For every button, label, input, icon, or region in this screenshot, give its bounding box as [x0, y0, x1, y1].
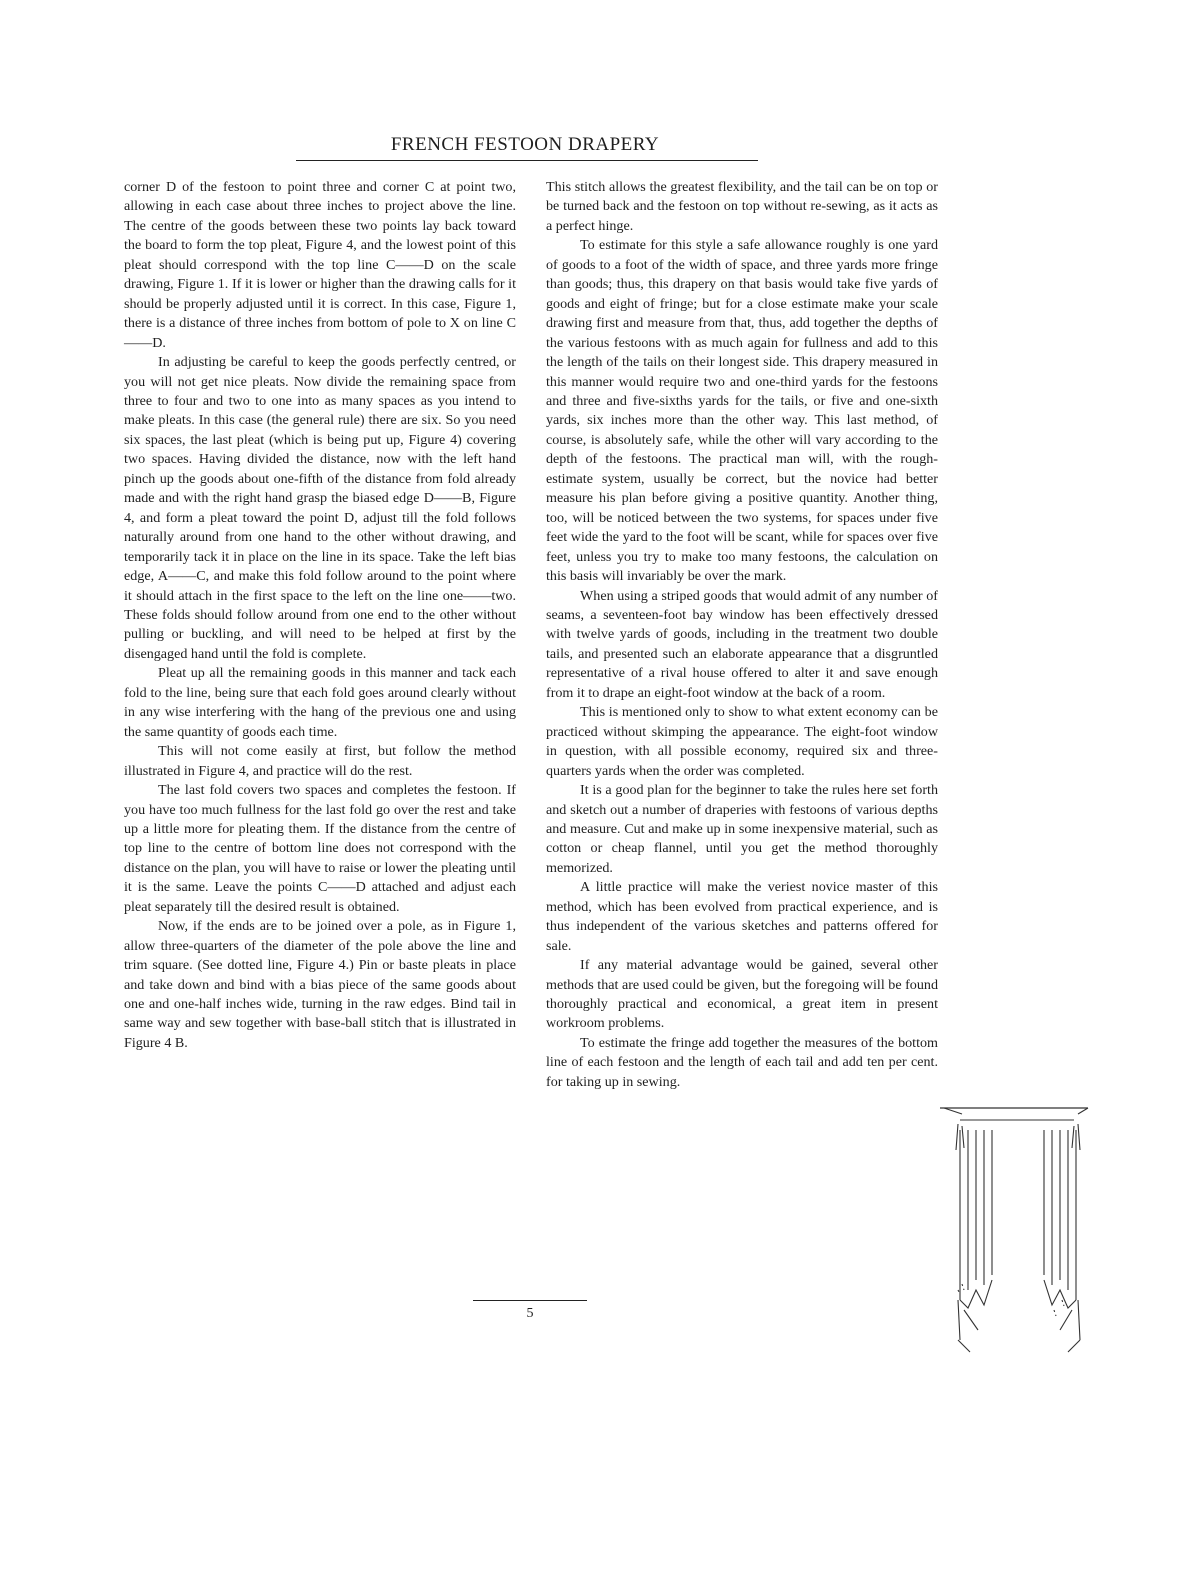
paragraph: It is a good plan for the beginner to take the rules here set forth and sketch out a number of draperies with festoons of various depths and measure. Cut and make up in some inexpensive material, such as cotton or cheap flannel, until you get the method thoroughly memorized. — [546, 782, 938, 876]
paragraph: This stitch allows the greatest flexibility, and the tail can be on top or be turned back and the festoon on top without re-sewing, as it acts as a perfect hinge. — [546, 179, 938, 234]
page-number: 5 — [526, 1306, 534, 1321]
title-rule — [296, 160, 758, 161]
paragraph: This is mentioned only to show to what extent economy can be practiced without skimping the appearance. The eight-foot window in question, with all possible economy, required six and three-quarters yards when the order was completed. — [546, 704, 938, 779]
drapery-sketch-icon — [938, 1090, 1098, 1360]
paragraph: To estimate the fringe add together the measures of the bottom line of each festoon and the length of each tail and add ten per cent. for taking up in sewing. — [546, 1034, 938, 1090]
paragraph: When using a striped goods that would admit of any number of seams, a seventeen-foot bay window has been effectively dressed with twelve yards of goods, including in the treatment two double tails, and presented such an elaborate appearance that a disgruntled representative of a rival house offered to alter it and save enough from it to drape an eight-foot window at the back of a room. — [546, 587, 938, 701]
footer-rule — [473, 1300, 587, 1301]
paragraph: The last fold covers two spaces and completes the festoon. If you have too much fullness for the last fold go over the rest and take up a little more for pleating them. If the distance from the centre of top line to the centre of bottom line does not correspond with the distance on the plan, you will have to raise or lower the pleating until it is the same. Leave the points C——D attached and adjust each pleat separately till the desired result is obtained. — [124, 782, 516, 915]
page-title: FRENCH FESTOON DRAPERY — [390, 134, 660, 155]
paragraph: This will not come easily at first, but follow the method illustrated in Figure 4, and practice will do the rest. — [124, 743, 516, 779]
paragraph: If any material advantage would be gained, several other methods that are used could be given, but the foregoing will be found thoroughly practical and economical, a great item in present workroom problems. — [546, 957, 938, 1032]
paragraph: To estimate for this style a safe allowance roughly is one yard of goods to a foot of the width of space, and three yards more fringe than goods; thus, this drapery on that basis would take five yards of goods and eight of fringe; but for a close estimate make your scale drawing first and measure from that, thus, add together the depths of the various festoons with as much again for fullness and add to this the length of the tails on their longest side. This drapery measured in this manner would require two and one-third yards for the festoons and three and five-sixths yards for the tails, or five and one-sixth yards, six inches more than the other way. This last method, of course, is absolutely safe, while the other will vary according to the depth of the festoons. The practical man will, with the rough-estimate system, usually be correct, but the novice had better measure his plan before giving a positive quantity. Another thing, too, will be noticed between the two systems, for spaces under five feet wide the yard to the foot will be scant, while for spaces over five feet, unless you try to make too many festoons, the calculation on this basis will invariably be over the mark. — [546, 237, 938, 585]
right-column — [546, 178, 938, 1092]
paragraph: Now, if the ends are to be joined over a pole, as in Figure 1, allow three-quarters of the diameter of the pole above the line and trim square. (See dotted line, Figure 4.) Pin or baste pleats in place and take down and bind with a bias piece of the same goods about one and one-half inches wide, turning in the raw edges. Bind tail in same way and sew together with base-ball stitch that is illustrated in Figure 4 B. — [124, 918, 516, 1051]
paragraph: corner D of the festoon to point three and corner C at point two, allowing in each case about three inches to project above the line. The centre of the goods between these two points lay back toward the board to form the top pleat, Figure 4, and the lowest point of this pleat should correspond with the top line C——D on the scale drawing, Figure 1. If it is lower or higher than the drawing calls for it should be properly adjusted until it is correct. In this case, Figure 1, there is a distance of three inches from bottom of pole to X on line C——D. — [124, 179, 516, 351]
paragraph: Pleat up all the remaining goods in this manner and tack each fold to the line, being sure that each fold goes around clearly without in any wise interfering with the hang of the previous one and using the same quantity of goods each time. — [124, 665, 516, 740]
paragraph: In adjusting be careful to keep the goods perfectly centred, or you will not get nice pleats. Now divide the remaining space from three to four and two to one into as many spaces as you intend to make pleats. In this case (the general rule) there are six. So you need six spaces, the last pleat (which is being put up, Figure 4) covering two spaces. Having divided the distance, now with the left hand pinch up the goods about one-fifth of the distance from fold already made and with the right hand grasp the biased edge D——B, Figure 4, and form a pleat toward the point D, adjust till the fold follows naturally around from one hand to the other without drawing, and temporarily tack it in place on the line in its space. Take the left bias edge, A——C, and make this fold follow around to the point where it should attach in the first space to the left on the line one——two. These folds should follow around from one end to the other without pulling or buckling, and will need to be helped at first by the disengaged hand until the fold is complete. — [124, 354, 516, 662]
left-column — [124, 178, 516, 1053]
paragraph: A little practice will make the veriest novice master of this method, which has been evolved from practical experience, and is thus independent of the various sketches and patterns offered for sale. — [546, 879, 938, 954]
